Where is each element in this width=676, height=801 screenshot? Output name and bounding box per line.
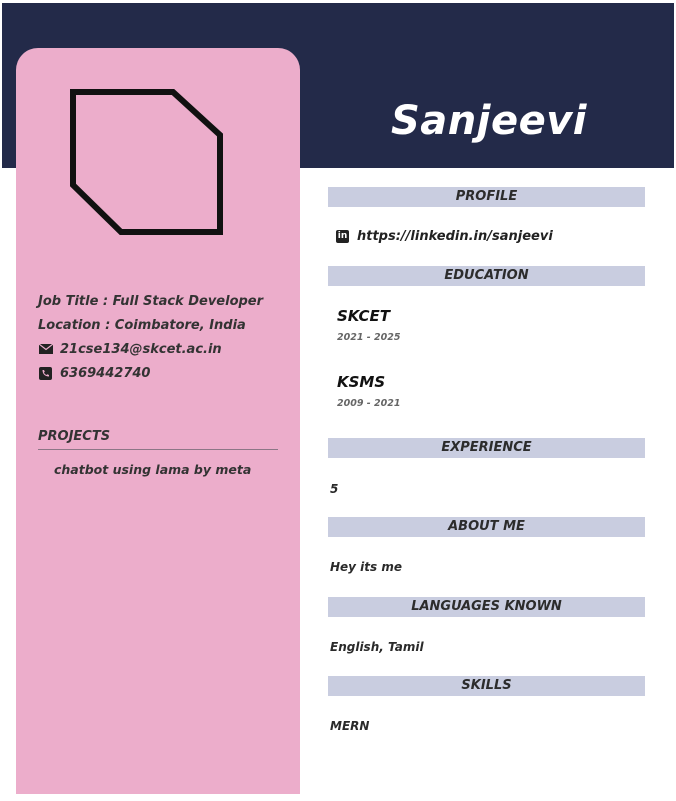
projects-heading: PROJECTS: [38, 429, 278, 450]
education-years: 2009 - 2021: [337, 398, 401, 409]
contact-info: [38, 289, 263, 385]
languages-heading: LANGUAGES KNOWN: [328, 597, 645, 617]
skills-value: MERN: [330, 719, 370, 733]
location: [38, 313, 263, 337]
job-title-text: Job Title : Full Stack Developer: [38, 293, 264, 309]
education-school: KSMS: [337, 373, 386, 391]
education-school: SKCET: [337, 307, 390, 325]
location-text: Location : Coimbatore, India: [38, 317, 246, 333]
phone-icon: [38, 367, 53, 380]
experience-value: 5: [330, 482, 339, 496]
about-heading: ABOUT ME: [328, 517, 645, 537]
skills-heading: SKILLS: [328, 676, 645, 696]
envelope-icon: [38, 344, 53, 354]
education-years: 2021 - 2025: [337, 332, 401, 343]
candidate-name: Sanjeevi: [390, 98, 588, 144]
job-title: [38, 289, 263, 313]
email-text[interactable]: 21cse134@skcet.ac.in: [60, 341, 222, 357]
email[interactable]: [38, 337, 263, 361]
education-heading: EDUCATION: [328, 266, 645, 286]
profile-photo-placeholder: [70, 89, 226, 237]
phone-text[interactable]: 6369442740: [60, 365, 151, 381]
languages-value: English, Tamil: [330, 640, 424, 654]
profile-heading: PROFILE: [328, 187, 645, 207]
experience-heading: EXPERIENCE: [328, 438, 645, 458]
linkedin-url[interactable]: https://linkedin.in/sanjeevi: [357, 229, 553, 244]
phone[interactable]: [38, 361, 263, 385]
linkedin-link[interactable]: [336, 229, 553, 244]
about-value: Hey its me: [330, 560, 402, 574]
project-item: chatbot using lama by meta: [54, 462, 252, 477]
sidebar: [16, 48, 300, 794]
linkedin-icon: in: [337, 231, 348, 241]
